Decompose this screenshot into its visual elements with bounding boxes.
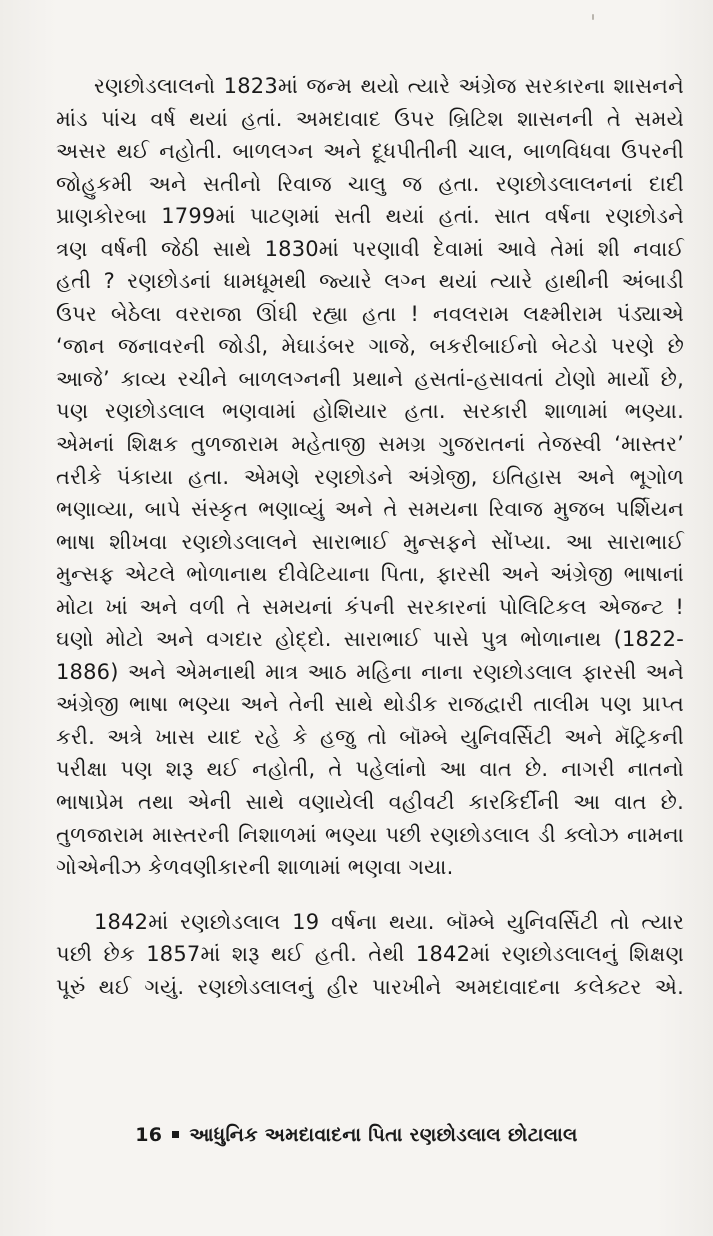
- paragraph-2: [56, 906, 684, 1004]
- text-line: ઘણો મોટો અને વગદાર હોદ્દો. સારાભાઈ પાસે પુત્ર ભોળાનાથ (1822-: [56, 627, 684, 652]
- text-line: ત્રણ વર્ષની જેઠી સાથે 1830માં પરણાવી દેવામાં આવે તેમાં શી નવાઈ: [56, 236, 684, 261]
- square-bullet-icon: [172, 1131, 179, 1138]
- text-line: ‘જાન જનાવરની જોડી, મેઘાડંબર ગાજે, બકરીબાઈનો બેટડો પરણે છે: [56, 334, 684, 359]
- text-line: મુન્સફ એટલે ભોળાનાથ દીવેટિયાના પિતા, ફારસી અને અંગ્રેજી ભાષાનાં: [56, 562, 684, 587]
- text-line: ઉપર બેઠેલા વરરાજા ઊંઘી રહ્યા હતા ! નવલરામ લક્ષ્મીરામ પંડ્યાએ: [56, 301, 684, 326]
- text-line: જોહુકમી અને સતીનો રિવાજ ચાલુ જ હતા. રણછોડલાલનનાં દાદી: [56, 171, 684, 196]
- text-line: પછી છેક 1857માં શરૂ થઈ હતી. તેથી 1842માં રણછોડલાલનું શિક્ષણ: [56, 942, 684, 967]
- text-line: પૂરું થઈ ગયું. રણછોડલાલનું હીર પારખીને અમદાવાદના કલેક્ટર એ.: [56, 974, 684, 999]
- text-line: પ્રાણકોરબા 1799માં પાટણમાં સતી થયાં હતાં. સાત વર્ષના રણછોડને: [56, 204, 684, 229]
- page-number: 16: [135, 1124, 163, 1146]
- text-line: માંડ પાંચ વર્ષ થયાં હતાં. અમદાવાદ ઉપર બ્રિટિશ શાસનની તે સમયે: [56, 106, 684, 131]
- body-text: [56, 70, 684, 1003]
- text-line: અસર થઈ નહોતી. બાળલગ્ન અને દૂધપીતીની ચાલ, બાળવિધવા ઉપરની: [56, 139, 684, 164]
- running-title: આધુનિક અમદાવાદના પિતા રણછોડલાલ છોટાલાલ: [189, 1124, 578, 1146]
- page-footer: [0, 1120, 713, 1150]
- text-line: તુળજારામ માસ્તરની નિશાળમાં ભણ્યા પછી રણછોડલાલ ડી ક્લોઝ નામના: [56, 822, 684, 847]
- text-line: ગોએનીઝ કેળવણીકારની શાળામાં ભણવા ગયા.: [56, 855, 454, 880]
- text-line: 1842માં રણછોડલાલ 19 વર્ષના થયા. બૉમ્બે યુનિવર્સિટી તો ત્યાર: [94, 909, 684, 934]
- text-line: આજે’ કાવ્ય રચીને બાળલગ્નની પ્રથાને હસતાં-હસાવતાં ટોણો માર્યો છે,: [56, 366, 684, 391]
- text-line: ભાષાપ્રેમ તથા એની સાથે વણાયેલી વહીવટી કારકિર્દીની આ વાત છે.: [56, 790, 684, 815]
- text-line: પરીક્ષા પણ શરૂ થઈ નહોતી, તે પહેલાંનો આ વાત છે. નાગરી નાતનો: [56, 757, 684, 782]
- text-line: ભાષા શીખવા રણછોડલાલને સારાભાઈ મુન્સફને સોંપ્યા. આ સારાભાઈ: [56, 529, 684, 554]
- text-line: તરીકે પંકાયા હતા. એમણે રણછોડને અંગ્રેજી, ઇતિહાસ અને ભૂગોળ: [56, 464, 684, 489]
- paper-speck: [592, 14, 594, 20]
- paragraph-1: [56, 70, 684, 884]
- text-line: અંગ્રેજી ભાષા ભણ્યા અને તેની સાથે થોડીક રાજદ્વારી તાલીમ પણ પ્રાપ્ત: [56, 692, 684, 717]
- text-line: 1886) અને એમનાથી માત્ર આઠ મહિના નાના રણછોડલાલ ફારસી અને: [56, 659, 684, 684]
- text-line: રણછોડલાલનો 1823માં જન્મ થયો ત્યારે અંગ્રેજ સરકારના શાસનને: [94, 74, 684, 98]
- text-line: મોટા ખાં અને વળી તે સમયનાં કંપની સરકારનાં પોલિટિકલ એજન્ટ !: [56, 594, 684, 619]
- text-line: કરી. અત્રે ખાસ યાદ રહે કે હજુ તો બૉમ્બે યુનિવર્સિટી અને મૅટ્રિકની: [56, 724, 684, 749]
- text-line: એમનાં શિક્ષક તુળજારામ મહેતાજી સમગ્ર ગુજરાતનાં તેજસ્વી ‘માસ્તર’: [56, 432, 684, 457]
- text-line: પણ રણછોડલાલ ભણવામાં હોશિયાર હતા. સરકારી શાળામાં ભણ્યા.: [56, 399, 684, 424]
- text-line: હતી ? રણછોડનાં ધામધૂમથી જ્યારે લગ્ન થયાં ત્યારે હાથીની અંબાડી: [56, 269, 684, 294]
- text-line: ભણાવ્યા, બાપે સંસ્કૃત ભણાવ્યું અને તે સમયના રિવાજ મુજબ પર્શિયન: [56, 497, 684, 522]
